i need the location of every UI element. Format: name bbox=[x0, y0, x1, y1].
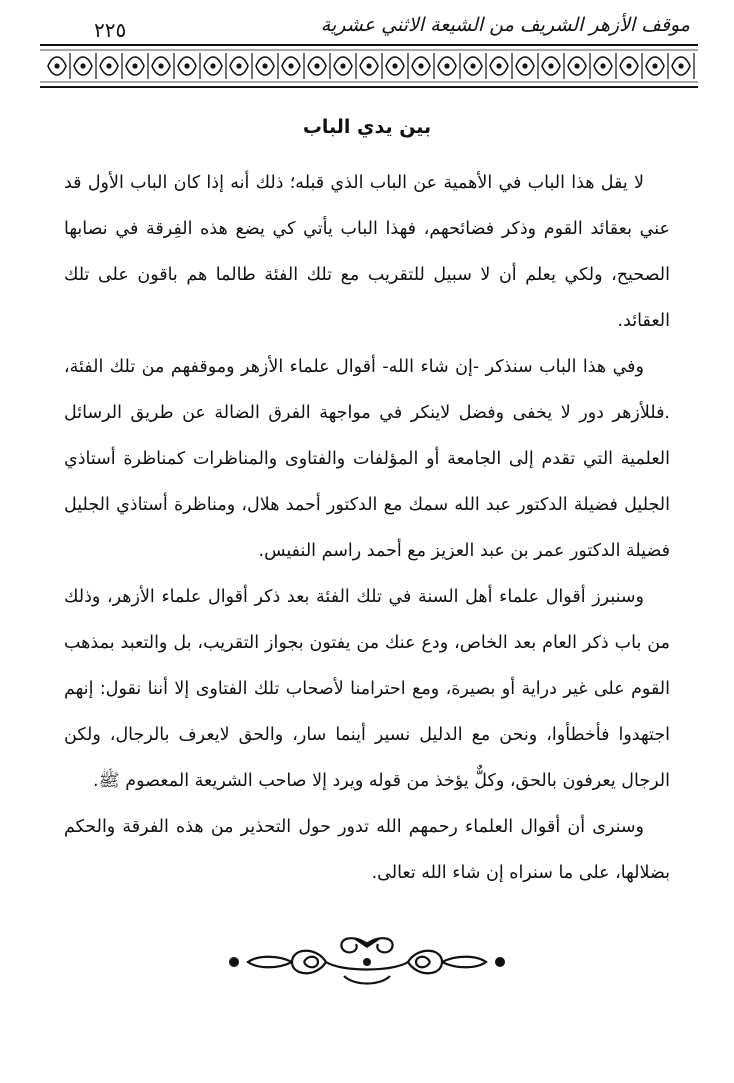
border-dot bbox=[158, 63, 163, 68]
border-dot bbox=[288, 63, 293, 68]
border-dot bbox=[678, 63, 683, 68]
border-dot bbox=[496, 63, 501, 68]
border-dot bbox=[80, 63, 85, 68]
border-dot bbox=[652, 63, 657, 68]
paragraph-3: وسنبرز أقوال علماء أهل السنة في تلك الفئة بعد ذكر أقوال علماء الأزهر، وذلك من باب ذكر العام بعد الخاص، ودع عنك من يفتون بجواز التقريب، بل والتعبد بمذهب القوم على غير دراية أو بصيرة، ومع احترامنا لأصحاب تلك الفتاوى إلا أننا نقول: إنهم اجتهدوا فأخطأوا، ونحن مع الدليل نسير أينما سار، والحق لايعرف بالرجال، ولكن الرجال يعرفون بالحق، وكلٌّ يؤخذ من قوله ويرد إلا صاحب الشريعة المعصوم ﷺ. bbox=[64, 587, 670, 791]
border-dot bbox=[444, 63, 449, 68]
border-dot bbox=[340, 63, 345, 68]
border-dot bbox=[184, 63, 189, 68]
border-dot bbox=[314, 63, 319, 68]
border-dot bbox=[392, 63, 397, 68]
border-dot bbox=[548, 63, 553, 68]
border-dot bbox=[470, 63, 475, 68]
paragraph-1: لا يقل هذا الباب في الأهمية عن الباب الذي قبله؛ ذلك أنه إذا كان الباب الأول قد عني بعقائد القوم وذكر فضائحهم، فهذا الباب يأتي كي يضع هذه الفِرقة في نصابها الصحيح، ولكي يعلم أن لا سبيل للتقريب مع تلك الفئة طالما هم باقون على تلك العقائد. bbox=[64, 173, 670, 331]
border-dot bbox=[600, 63, 605, 68]
paragraph-4: وسنرى أن أقوال العلماء رحمهم الله تدور حول التحذير من هذه الفرقة والحكم بضلالها، على ما سنراه إن شاء الله تعالى. bbox=[64, 817, 670, 883]
border-dot bbox=[626, 63, 631, 68]
border-dot bbox=[210, 63, 215, 68]
border-dot bbox=[236, 63, 241, 68]
border-dot bbox=[54, 63, 59, 68]
border-dot bbox=[418, 63, 423, 68]
border-dot bbox=[106, 63, 111, 68]
page-number: ٢٢٥ bbox=[94, 18, 127, 42]
body-text bbox=[64, 160, 670, 896]
paragraph-2: وفي هذا الباب سنذكر -إن شاء الله- أقوال علماء الأزهر وموقفهم من تلك الفئة، .فللأزهر دور لا يخفى وفضل لاينكر في مواجهة الفرق الضالة عن طريق الرسائل العلمية التي تقدم إلى الجامعة أو المؤلفات والفتاوى والمناظرات كمناظرة أستاذي الجليل فضيلة الدكتور عبد الله سمك مع الدكتور أحمد هلال، ومناظرة أستاذي الجليل فضيلة الدكتور عمر بن عبد العزيز مع أحمد راسم النفيس. bbox=[64, 357, 670, 561]
chapter-heading: بين يدي الباب bbox=[302, 116, 432, 138]
running-title: موقف الأزهر الشريف من الشيعة الاثني عشرية bbox=[320, 14, 690, 36]
border-dot bbox=[262, 63, 267, 68]
page-header bbox=[40, 14, 690, 44]
border-dot bbox=[366, 63, 371, 68]
border-dot bbox=[574, 63, 579, 68]
border-dot bbox=[132, 63, 137, 68]
ornamental-header-border bbox=[38, 42, 700, 90]
border-dot bbox=[522, 63, 527, 68]
end-ornament bbox=[226, 932, 508, 992]
